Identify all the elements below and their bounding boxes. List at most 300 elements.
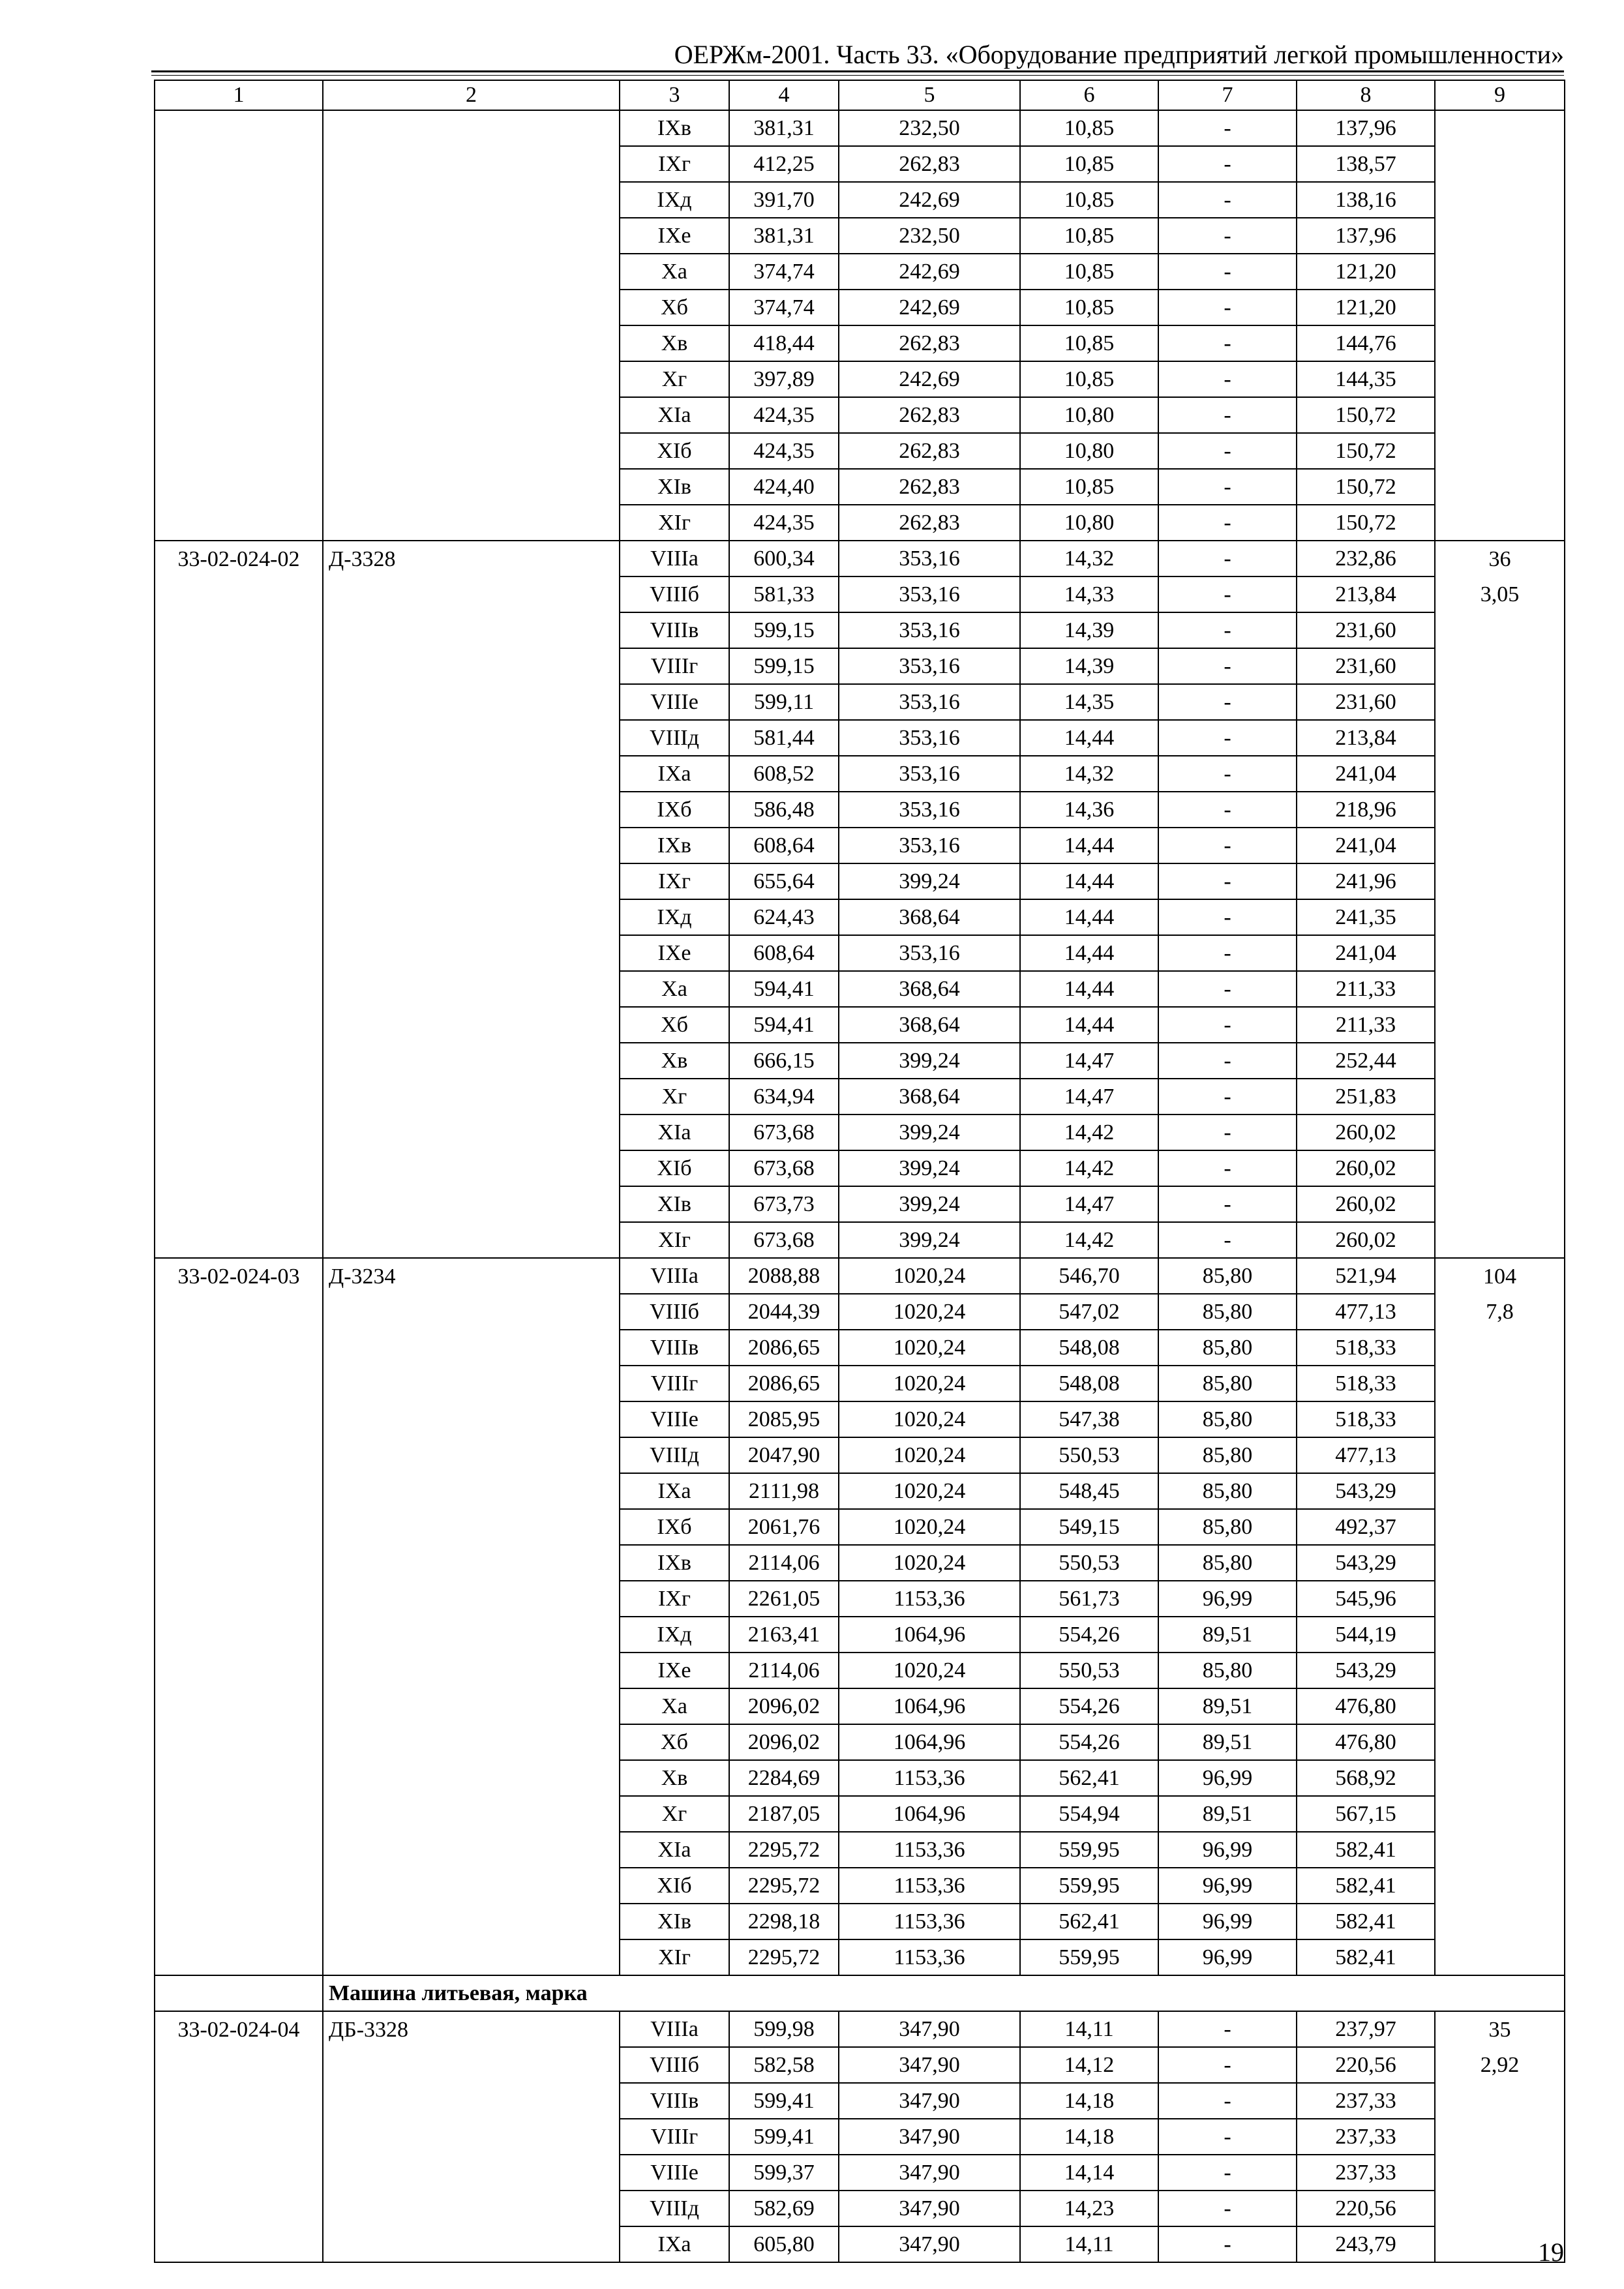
machinist-wages: - — [1158, 756, 1297, 792]
rate-code-cell — [155, 361, 323, 397]
total-cost: 424,35 — [729, 433, 839, 469]
table-row — [155, 1939, 1565, 1975]
table-row — [155, 218, 1565, 254]
territory-zone: VIIIд — [620, 2191, 729, 2226]
wages: 1064,96 — [839, 1796, 1020, 1832]
total-cost: 381,31 — [729, 110, 839, 146]
machinist-wages: - — [1158, 1043, 1297, 1079]
machine-name-cell — [323, 1043, 620, 1079]
total-cost: 2044,39 — [729, 1294, 839, 1330]
wages: 242,69 — [839, 254, 1020, 290]
total-cost: 594,41 — [729, 1007, 839, 1043]
labor-cell — [1435, 1904, 1565, 1939]
rate-code-cell — [155, 2047, 323, 2083]
machinist-wages: 89,51 — [1158, 1796, 1297, 1832]
rate-code-cell — [155, 576, 323, 612]
wages: 1020,24 — [839, 1437, 1020, 1473]
rate-code-cell — [155, 863, 323, 899]
materials: 138,16 — [1297, 182, 1435, 218]
table-row — [155, 397, 1565, 433]
machinist-wages: - — [1158, 899, 1297, 935]
machinist-wages: 85,80 — [1158, 1473, 1297, 1509]
machinist-wages: - — [1158, 576, 1297, 612]
table-row — [155, 612, 1565, 648]
materials: 544,19 — [1297, 1617, 1435, 1653]
materials: 477,13 — [1297, 1294, 1435, 1330]
machine-name-cell — [323, 1904, 620, 1939]
materials: 137,96 — [1297, 110, 1435, 146]
machine-operation: 562,41 — [1020, 1760, 1158, 1796]
machine-operation: 561,73 — [1020, 1581, 1158, 1617]
table-row — [155, 1760, 1565, 1796]
machine-name-cell — [323, 290, 620, 325]
total-cost: 2295,72 — [729, 1868, 839, 1904]
territory-zone: XIг — [620, 1222, 729, 1258]
machinist-wages: - — [1158, 684, 1297, 720]
column-number: 5 — [839, 80, 1020, 110]
labor-cell — [1435, 935, 1565, 971]
total-cost: 599,98 — [729, 2011, 839, 2047]
materials: 545,96 — [1297, 1581, 1435, 1617]
materials: 144,35 — [1297, 361, 1435, 397]
rate-code-cell — [155, 1832, 323, 1868]
machine-operation: 10,80 — [1020, 397, 1158, 433]
materials: 220,56 — [1297, 2191, 1435, 2226]
table-row — [155, 505, 1565, 541]
machine-name-cell — [323, 2226, 620, 2262]
machine-name-cell — [323, 1330, 620, 1366]
territory-zone: Xв — [620, 325, 729, 361]
labor-cell — [1435, 1617, 1565, 1653]
machine-operation: 554,94 — [1020, 1796, 1158, 1832]
machine-name-cell — [323, 756, 620, 792]
rate-code-cell — [155, 433, 323, 469]
table-row — [155, 648, 1565, 684]
territory-zone: Xa — [620, 1688, 729, 1724]
machine-name-cell — [323, 1150, 620, 1186]
wages: 399,24 — [839, 1150, 1020, 1186]
machinist-wages: 96,99 — [1158, 1832, 1297, 1868]
territory-zone: IXд — [620, 182, 729, 218]
machine-operation: 14,32 — [1020, 756, 1158, 792]
machine-operation: 547,02 — [1020, 1294, 1158, 1330]
wages: 242,69 — [839, 182, 1020, 218]
territory-zone: VIIIв — [620, 2083, 729, 2119]
wages: 399,24 — [839, 1186, 1020, 1222]
total-cost: 2096,02 — [729, 1724, 839, 1760]
table-row — [155, 1545, 1565, 1581]
territory-zone: IXe — [620, 935, 729, 971]
territory-zone: Xб — [620, 1007, 729, 1043]
rate-code-cell — [155, 2083, 323, 2119]
machine-name-cell — [323, 1115, 620, 1150]
table-row — [155, 684, 1565, 720]
machine-name-cell — [323, 648, 620, 684]
labor-cell — [1435, 254, 1565, 290]
wages: 353,16 — [839, 720, 1020, 756]
machine-name-cell — [323, 2119, 620, 2155]
table-row — [155, 756, 1565, 792]
total-cost: 666,15 — [729, 1043, 839, 1079]
rate-code-cell — [155, 1115, 323, 1150]
total-cost: 582,69 — [729, 2191, 839, 2226]
materials: 260,02 — [1297, 1222, 1435, 1258]
machine-operation: 562,41 — [1020, 1904, 1158, 1939]
machinist-wages: - — [1158, 971, 1297, 1007]
materials: 150,72 — [1297, 469, 1435, 505]
total-cost: 2096,02 — [729, 1688, 839, 1724]
total-cost: 2284,69 — [729, 1760, 839, 1796]
header-rule-thin — [151, 75, 1564, 76]
machine-operation: 14,44 — [1020, 899, 1158, 935]
rate-code-cell — [155, 1724, 323, 1760]
total-cost: 581,44 — [729, 720, 839, 756]
column-number: 3 — [620, 80, 729, 110]
labor-cell — [1435, 2191, 1565, 2226]
total-cost: 2298,18 — [729, 1904, 839, 1939]
territory-zone: IXд — [620, 1617, 729, 1653]
wages: 232,50 — [839, 218, 1020, 254]
total-cost: 673,73 — [729, 1186, 839, 1222]
rate-code-cell — [155, 1796, 323, 1832]
table-row — [155, 1724, 1565, 1760]
materials: 260,02 — [1297, 1186, 1435, 1222]
wages: 242,69 — [839, 361, 1020, 397]
wages: 1153,36 — [839, 1939, 1020, 1975]
territory-zone: XIг — [620, 505, 729, 541]
table-row — [155, 2011, 1565, 2047]
territory-zone: IXe — [620, 218, 729, 254]
total-cost: 586,48 — [729, 792, 839, 828]
table-row — [155, 146, 1565, 182]
materials: 121,20 — [1297, 254, 1435, 290]
total-cost: 599,41 — [729, 2083, 839, 2119]
machine-operation: 10,85 — [1020, 290, 1158, 325]
materials: 251,83 — [1297, 1079, 1435, 1115]
wages: 353,16 — [839, 612, 1020, 648]
territory-zone: IXв — [620, 110, 729, 146]
machinist-wages: - — [1158, 1150, 1297, 1186]
rate-code-cell — [155, 1366, 323, 1401]
materials: 582,41 — [1297, 1904, 1435, 1939]
labor-cell — [1435, 1724, 1565, 1760]
materials: 568,92 — [1297, 1760, 1435, 1796]
table-row — [155, 469, 1565, 505]
machine-operation: 14,36 — [1020, 792, 1158, 828]
wages: 262,83 — [839, 146, 1020, 182]
total-cost: 2295,72 — [729, 1939, 839, 1975]
column-number-row — [155, 80, 1565, 110]
machinist-wages: - — [1158, 325, 1297, 361]
machinist-wages: - — [1158, 935, 1297, 971]
labor-cell — [1435, 1079, 1565, 1115]
labor-cell — [1435, 1401, 1565, 1437]
table-row — [155, 2226, 1565, 2262]
rate-code-cell — [155, 1222, 323, 1258]
territory-zone: VIIIe — [620, 1401, 729, 1437]
territory-zone: XIв — [620, 469, 729, 505]
wages: 347,90 — [839, 2226, 1020, 2262]
table-row — [155, 325, 1565, 361]
machine-operation: 14,44 — [1020, 1007, 1158, 1043]
labor-cell — [1435, 899, 1565, 935]
machinist-wages: 85,80 — [1158, 1437, 1297, 1473]
machinist-wages: 96,99 — [1158, 1939, 1297, 1975]
machinist-wages: - — [1158, 2047, 1297, 2083]
table-row — [155, 2191, 1565, 2226]
machinist-wages: - — [1158, 720, 1297, 756]
materials: 518,33 — [1297, 1401, 1435, 1437]
wages: 353,16 — [839, 792, 1020, 828]
machine-name-cell — [323, 182, 620, 218]
labor-cell — [1435, 1437, 1565, 1473]
total-cost: 2163,41 — [729, 1617, 839, 1653]
materials: 237,33 — [1297, 2083, 1435, 2119]
table-row — [155, 254, 1565, 290]
materials: 220,56 — [1297, 2047, 1435, 2083]
machinist-wages: - — [1158, 648, 1297, 684]
territory-zone: Xг — [620, 1079, 729, 1115]
wages: 1020,24 — [839, 1473, 1020, 1509]
total-cost: 2088,88 — [729, 1258, 839, 1294]
rate-code-cell — [155, 290, 323, 325]
rate-code-cell — [155, 1401, 323, 1437]
column-number: 4 — [729, 80, 839, 110]
rate-code-cell — [155, 1007, 323, 1043]
labor-cell — [1435, 828, 1565, 863]
machine-operation: 548,08 — [1020, 1366, 1158, 1401]
territory-zone: VIIIг — [620, 2119, 729, 2155]
machinist-wages: 85,80 — [1158, 1653, 1297, 1688]
materials: 518,33 — [1297, 1366, 1435, 1401]
wages: 347,90 — [839, 2083, 1020, 2119]
machine-name-cell — [323, 218, 620, 254]
rate-code-cell — [155, 612, 323, 648]
total-cost: 424,40 — [729, 469, 839, 505]
machine-name-cell — [323, 1294, 620, 1330]
labor-cell — [1435, 218, 1565, 254]
column-number: 9 — [1435, 80, 1565, 110]
territory-zone: Xг — [620, 361, 729, 397]
wages: 1020,24 — [839, 1366, 1020, 1401]
machinist-wages: - — [1158, 397, 1297, 433]
machine-name-cell — [323, 971, 620, 1007]
materials: 241,35 — [1297, 899, 1435, 935]
total-cost: 599,41 — [729, 2119, 839, 2155]
rate-code-cell — [155, 1904, 323, 1939]
labor-cell — [1435, 1939, 1565, 1975]
header-rule-thick — [151, 70, 1564, 72]
labor-cell — [1435, 469, 1565, 505]
table-row — [155, 935, 1565, 971]
territory-zone: VIIIг — [620, 648, 729, 684]
machine-name-cell — [323, 1796, 620, 1832]
wages: 1153,36 — [839, 1904, 1020, 1939]
territory-zone: VIIIд — [620, 1437, 729, 1473]
total-cost: 599,37 — [729, 2155, 839, 2191]
labor-cell — [1435, 1043, 1565, 1079]
territory-zone: VIIIa — [620, 541, 729, 576]
labor-cell — [1435, 756, 1565, 792]
table-row — [155, 899, 1565, 935]
labor-cell — [1435, 2155, 1565, 2191]
materials: 237,97 — [1297, 2011, 1435, 2047]
wages: 347,90 — [839, 2119, 1020, 2155]
machine-name-cell — [323, 792, 620, 828]
table-row — [155, 1294, 1565, 1330]
total-cost: 608,64 — [729, 935, 839, 971]
territory-zone: IXe — [620, 1653, 729, 1688]
machine-name-cell — [323, 1401, 620, 1437]
machine-operation: 14,35 — [1020, 684, 1158, 720]
materials: 241,04 — [1297, 828, 1435, 863]
total-cost: 594,41 — [729, 971, 839, 1007]
machine-name-cell — [323, 2191, 620, 2226]
total-cost: 673,68 — [729, 1222, 839, 1258]
total-cost: 391,70 — [729, 182, 839, 218]
rate-code-cell — [155, 1653, 323, 1688]
rate-code-cell — [155, 684, 323, 720]
rate-code-cell — [155, 218, 323, 254]
territory-zone: Xa — [620, 971, 729, 1007]
rates-table — [154, 80, 1565, 2263]
table-row — [155, 1904, 1565, 1939]
table-row — [155, 1007, 1565, 1043]
materials: 121,20 — [1297, 290, 1435, 325]
machine-name-cell — [323, 1437, 620, 1473]
wages: 353,16 — [839, 828, 1020, 863]
labor-cell — [1435, 1653, 1565, 1688]
territory-zone: IXв — [620, 1545, 729, 1581]
wages: 262,83 — [839, 433, 1020, 469]
territory-zone: XIa — [620, 1832, 729, 1868]
machine-name — [323, 110, 620, 146]
total-cost: 2114,06 — [729, 1653, 839, 1688]
table-row — [155, 1115, 1565, 1150]
section-row — [155, 1975, 1565, 2011]
machinist-wages: 96,99 — [1158, 1868, 1297, 1904]
table-row — [155, 1796, 1565, 1832]
table-row — [155, 1043, 1565, 1079]
machinist-wages: - — [1158, 1079, 1297, 1115]
machine-name-cell — [323, 2083, 620, 2119]
section-title: Машина литьевая, марка — [323, 1975, 1565, 2011]
table-row — [155, 1653, 1565, 1688]
territory-zone: VIIIв — [620, 1330, 729, 1366]
materials: 543,29 — [1297, 1545, 1435, 1581]
territory-zone: VIIIa — [620, 2011, 729, 2047]
machine-name-cell — [323, 2047, 620, 2083]
machine-operation: 10,85 — [1020, 146, 1158, 182]
machine-name-cell — [323, 1366, 620, 1401]
territory-zone: IXг — [620, 146, 729, 182]
table-row — [155, 433, 1565, 469]
rate-code-cell — [155, 792, 323, 828]
wages: 1153,36 — [839, 1581, 1020, 1617]
materials: 543,29 — [1297, 1473, 1435, 1509]
territory-zone: XIa — [620, 1115, 729, 1150]
table-row — [155, 541, 1565, 576]
machine-name: Д-3328 — [323, 541, 620, 576]
total-cost: 418,44 — [729, 325, 839, 361]
wages: 353,16 — [839, 576, 1020, 612]
machinist-wages: 85,80 — [1158, 1545, 1297, 1581]
total-cost: 2085,95 — [729, 1401, 839, 1437]
territory-zone: XIб — [620, 1868, 729, 1904]
rate-code: 33-02-024-03 — [155, 1258, 323, 1294]
machine-name-cell — [323, 1473, 620, 1509]
total-cost: 2114,06 — [729, 1545, 839, 1581]
territory-zone: VIIIб — [620, 2047, 729, 2083]
total-cost: 374,74 — [729, 290, 839, 325]
table-row — [155, 2155, 1565, 2191]
rate-code-cell — [155, 2119, 323, 2155]
materials: 150,72 — [1297, 505, 1435, 541]
labor-cell — [1435, 505, 1565, 541]
machine-operation: 10,85 — [1020, 361, 1158, 397]
machine-operation: 554,26 — [1020, 1724, 1158, 1760]
labor-cell — [1435, 1545, 1565, 1581]
machinist-wages: - — [1158, 433, 1297, 469]
column-number: 1 — [155, 80, 323, 110]
table-row — [155, 1222, 1565, 1258]
wages: 353,16 — [839, 756, 1020, 792]
machine-operation: 10,85 — [1020, 182, 1158, 218]
page-number: 19 — [1538, 2237, 1564, 2267]
machinist-wages: - — [1158, 2191, 1297, 2226]
materials: 218,96 — [1297, 792, 1435, 828]
machine-name-cell — [323, 1186, 620, 1222]
materials: 477,13 — [1297, 1437, 1435, 1473]
territory-zone: VIIIв — [620, 612, 729, 648]
table-row — [155, 1366, 1565, 1401]
materials: 237,33 — [1297, 2119, 1435, 2155]
rate-code-cell — [155, 756, 323, 792]
wages: 1020,24 — [839, 1653, 1020, 1688]
wages: 368,64 — [839, 899, 1020, 935]
machine-operation: 14,11 — [1020, 2226, 1158, 2262]
labor-cell — [1435, 1366, 1565, 1401]
total-cost: 581,33 — [729, 576, 839, 612]
materials: 582,41 — [1297, 1868, 1435, 1904]
wages: 1064,96 — [839, 1688, 1020, 1724]
machinist-wages: - — [1158, 361, 1297, 397]
machine-operation: 554,26 — [1020, 1688, 1158, 1724]
section-code-cell — [155, 1975, 323, 2011]
table-row — [155, 828, 1565, 863]
machine-name: Д-3234 — [323, 1258, 620, 1294]
machinist-wages: 85,80 — [1158, 1509, 1297, 1545]
territory-zone: Xб — [620, 290, 729, 325]
territory-zone: IXг — [620, 1581, 729, 1617]
total-cost: 381,31 — [729, 218, 839, 254]
total-cost: 605,80 — [729, 2226, 839, 2262]
labor-cell — [1435, 1581, 1565, 1617]
labor-cell — [1435, 1832, 1565, 1868]
machine-operation: 550,53 — [1020, 1437, 1158, 1473]
wages: 1064,96 — [839, 1617, 1020, 1653]
machine-operation: 14,12 — [1020, 2047, 1158, 2083]
rate-code-cell — [155, 1617, 323, 1653]
machine-operation: 549,15 — [1020, 1509, 1158, 1545]
machinist-wages: - — [1158, 146, 1297, 182]
materials: 231,60 — [1297, 648, 1435, 684]
machine-operation: 550,53 — [1020, 1653, 1158, 1688]
labor-cell — [1435, 1222, 1565, 1258]
wages: 1153,36 — [839, 1868, 1020, 1904]
machinist-wages: 85,80 — [1158, 1330, 1297, 1366]
wages: 399,24 — [839, 1115, 1020, 1150]
